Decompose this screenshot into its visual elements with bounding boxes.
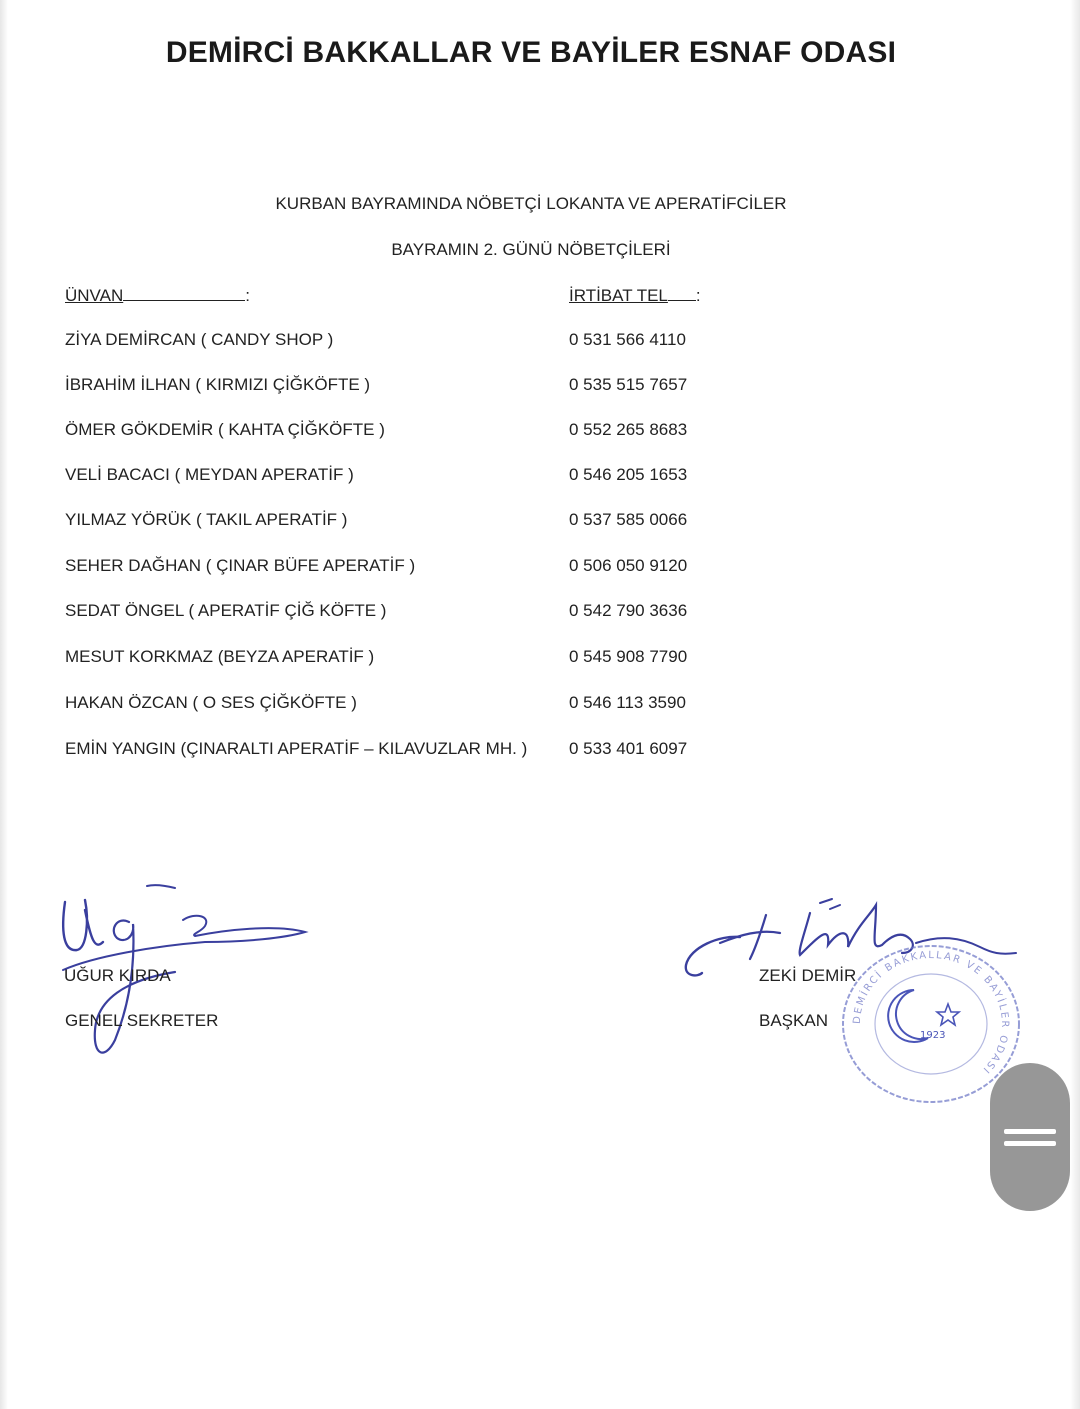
column-header-underline — [123, 286, 245, 301]
entry-name: İBRAHİM İLHAN ( KIRMIZI ÇİĞKÖFTE ) — [65, 375, 371, 394]
list-item — [0, 420, 1080, 450]
signatory-left-name: UĞUR KIRDA — [64, 966, 171, 985]
entry-name: EMİN YANGIN (ÇINARALTI APERATİF – KILAVUZLAR MH. ) — [65, 739, 528, 758]
entry-name: ÖMER GÖKDEMİR ( KAHTA ÇİĞKÖFTE ) — [65, 420, 385, 439]
entry-name: YILMAZ YÖRÜK ( TAKIL APERATİF ) — [65, 510, 348, 529]
entry-tel: 0 542 790 3636 — [569, 601, 688, 620]
entry-tel: 0 506 050 9120 — [569, 556, 688, 575]
column-header-name-colon: : — [245, 286, 250, 305]
list-item — [0, 510, 1080, 540]
list-item — [0, 556, 1080, 586]
column-header-name-label: ÜNVAN — [65, 286, 124, 305]
list-item — [0, 330, 1080, 360]
entry-name: SEDAT ÖNGEL ( APERATİF ÇİĞ KÖFTE ) — [65, 601, 387, 620]
column-header-underline — [668, 286, 696, 301]
drag-handle-bar — [1004, 1129, 1056, 1134]
list-item — [0, 693, 1080, 723]
entry-tel: 0 535 515 7657 — [569, 375, 688, 394]
entry-tel: 0 552 265 8683 — [569, 420, 688, 439]
entry-name: MESUT KORKMAZ (BEYZA APERATİF ) — [65, 647, 375, 666]
document-title: DEMİRCİ BAKKALLAR VE BAYİLER ESNAF ODASI — [165, 36, 897, 69]
stamp-ring-text: DEMİRCİ BAKKALLAR VE BAYİLER ODASI — [851, 949, 1011, 1077]
signatory-right-name: ZEKİ DEMİR — [759, 966, 857, 985]
drag-handle-bar — [1004, 1141, 1056, 1146]
column-header-name — [65, 286, 250, 306]
list-item — [0, 601, 1080, 631]
list-item — [0, 647, 1080, 677]
entry-name: HAKAN ÖZCAN ( O SES ÇİĞKÖFTE ) — [65, 693, 357, 712]
list-item — [0, 375, 1080, 405]
list-item — [0, 465, 1080, 495]
entry-name: SEHER DAĞHAN ( ÇINAR BÜFE APERATİF ) — [65, 556, 416, 575]
entry-tel: 0 533 401 6097 — [569, 739, 688, 758]
signatory-left-role: GENEL SEKRETER — [65, 1011, 219, 1030]
signatory-right-role: BAŞKAN — [759, 1011, 828, 1030]
document-subtitle: KURBAN BAYRAMINDA NÖBETÇİ LOKANTA VE APERATİFCİLER — [275, 194, 787, 213]
entry-name: ZİYA DEMİRCAN ( CANDY SHOP ) — [65, 330, 334, 349]
column-header-tel-colon: : — [695, 286, 701, 305]
entry-tel: 0 545 908 7790 — [569, 647, 688, 666]
entry-name: VELİ BACACI ( MEYDAN APERATİF ) — [65, 465, 354, 484]
entry-tel: 0 546 205 1653 — [569, 465, 688, 484]
entry-tel: 0 546 113 3590 — [569, 693, 686, 712]
stamp-year: 1923 — [920, 1030, 946, 1041]
drag-handle-icon[interactable] — [990, 1063, 1070, 1211]
column-header-tel-label: İRTİBAT TEL — [569, 286, 668, 305]
list-item — [0, 739, 1080, 769]
column-header-tel — [569, 286, 701, 306]
entry-tel: 0 537 585 0066 — [569, 510, 688, 529]
duty-day-label: BAYRAMIN 2. GÜNÜ NÖBETÇİLERİ — [391, 240, 671, 259]
entry-tel: 0 531 566 4110 — [569, 330, 686, 349]
